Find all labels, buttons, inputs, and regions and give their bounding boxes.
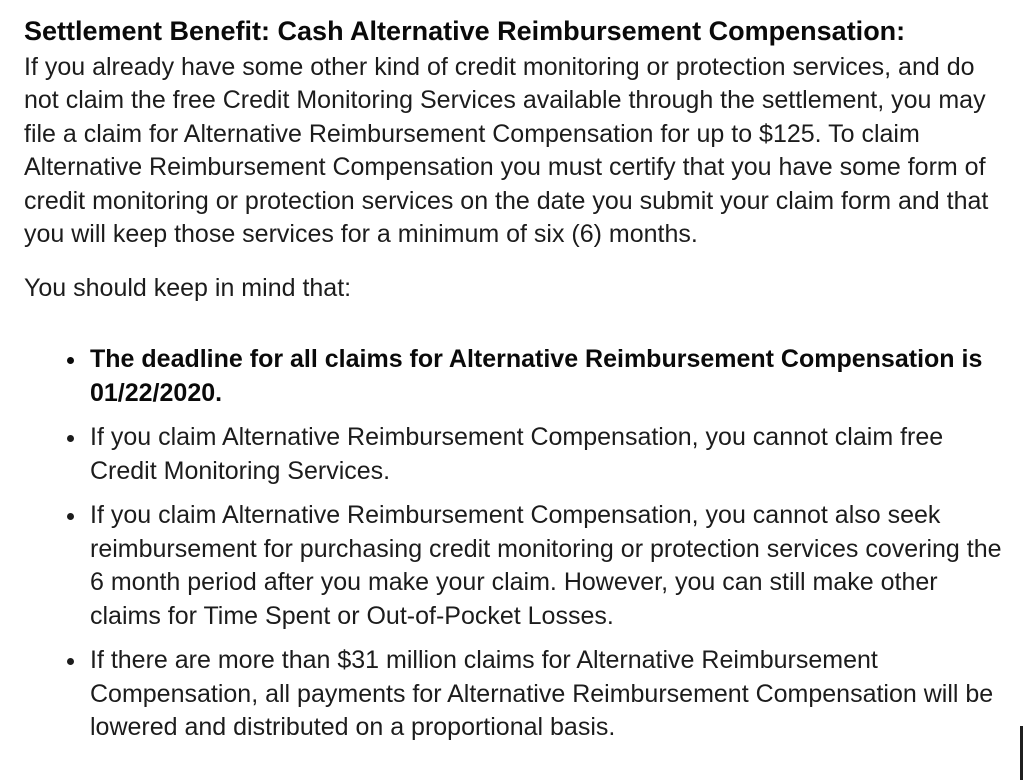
list-item: • The deadline for all claims for Alternative Reimbursement Compensation is 01/22/2020. (88, 343, 1014, 410)
keep-in-mind-lead: You should keep in mind that: (24, 273, 352, 302)
list-item: • If you claim Alternative Reimbursement Compensation, you cannot claim free Credit Monitoring Services. (88, 421, 1014, 488)
list-item: • If there are more than $31 million claims for Alternative Reimbursement Compensation, all payments for Alternative Reimbursement Compensation will be lowered and distributed on a proportional basis. (88, 644, 1014, 745)
intro-paragraph-text: If you already have some other kind of credit monitoring or protection services, and do not claim the free Credit Monitoring Services available through the settlement, you may file a claim for Alternative Reimbursement Compensation for up to $125. To claim Alternative Reimbursement Compensation you must certify that you have some form of credit monitoring or protection services on the date you submit your claim form and that you will keep those services for a minimum of six (6) months. (24, 52, 989, 249)
list-item: • If you claim Alternative Reimbursement Compensation, you cannot also seek reimbursement for purchasing credit monitoring or protection services covering the 6 month period after you make your claim. However, you can still make other claims for Time Spent or Out-of-Pocket Losses. (88, 499, 1014, 633)
keep-in-mind-list (24, 343, 1014, 745)
section-heading: Settlement Benefit: Cash Alternative Reimbursement Compensation: (24, 16, 906, 46)
scrollbar-thumb[interactable] (1020, 726, 1023, 780)
settlement-benefit-paragraph (24, 13, 1014, 252)
